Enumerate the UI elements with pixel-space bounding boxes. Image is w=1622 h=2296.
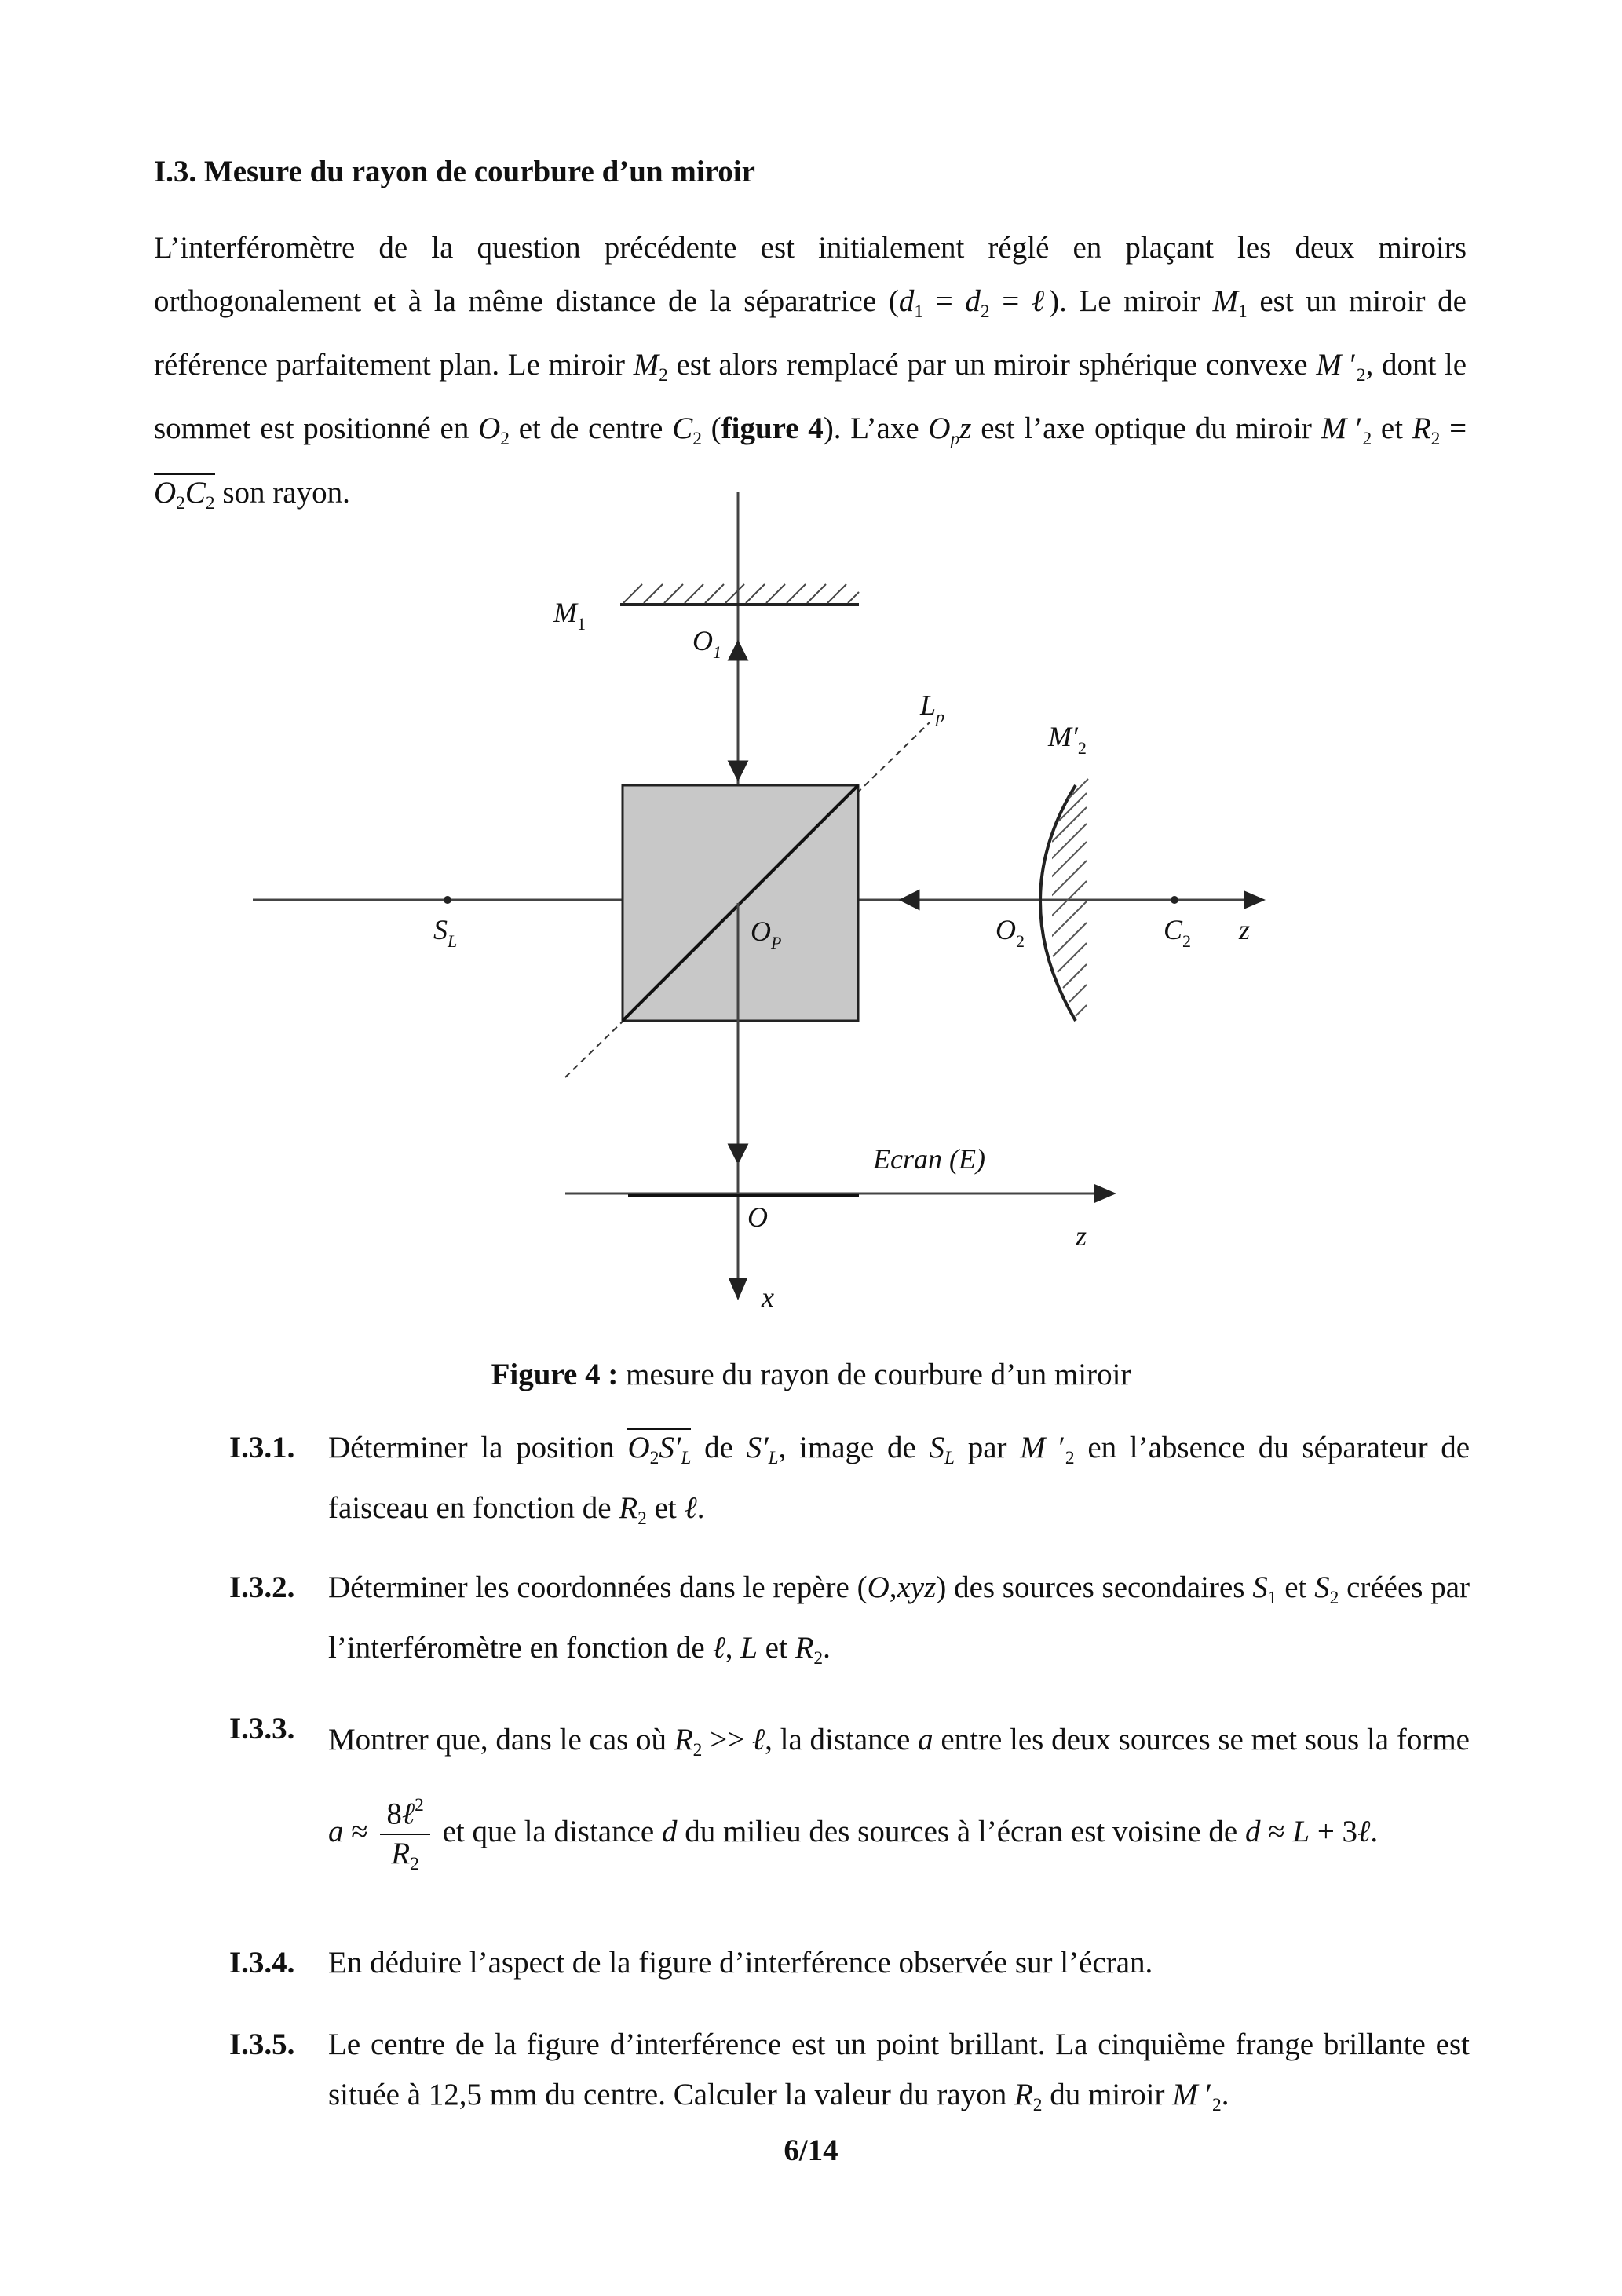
label-lp: $L_p$ [920, 689, 945, 726]
label-c2: $C_2$ [1164, 914, 1192, 951]
figure-4-diagram [0, 487, 1622, 1319]
label-m2-prime: $M'_2$ [1048, 721, 1087, 758]
question-i-3-3: I.3.3. Montrer que, dans le cas où $R_2$ >> ℓ, la distance a entre les deux sources se met sous la forme a ≈ $\frac{8\ell^2}{R_2}$ et que la distance d du milieu des sources à l’écran est voisine de d ≈ L + 3ℓ. [229, 1704, 1470, 1883]
label-z-screen: z [1076, 1220, 1087, 1252]
label-op: $O_P$ [751, 916, 782, 952]
source-sl [444, 896, 451, 904]
figure-caption: Figure 4 : mesure du rayon de courbure d’un miroir [491, 1358, 1131, 1391]
question-i-3-4: I.3.4. En déduire l’aspect de la figure d’interférence observée sur l’écran. [229, 1946, 1153, 1980]
label-ecran: Ecran (E) [873, 1143, 985, 1175]
label-z-axis: z [1239, 914, 1251, 945]
question-i-3-5: I.3.5. Le centre de la figure d’interférence est un point brillant. La cinquième frange brillante est située à 12,5 mm du centre. Calculer la valeur du rayon $R_2$ du miroir M $'_2$. [229, 2027, 1470, 2116]
label-x-axis: x [762, 1281, 774, 1313]
label-o1: $O_1$ [692, 625, 721, 662]
x-axis-arrowhead [729, 1278, 747, 1300]
question-i-3-2: I.3.2. Déterminer les coordonnées dans le repère (O,xyz) des sources secondaires $S_1$ et $S_2$ créées par l’interféromètre en fonction de ℓ, L et $R_2$. [229, 1570, 1470, 1669]
label-o2: $O_2$ [995, 914, 1025, 951]
page-number: 6/14 [784, 2133, 838, 2167]
center-c2 [1171, 896, 1178, 904]
screen-z-arrowhead [1094, 1184, 1116, 1203]
mirror-m1 [620, 584, 859, 605]
label-sl: $S_L$ [433, 914, 458, 951]
section-title: I.3. Mesure du rayon de courbure d’un miroir [154, 155, 755, 188]
z-axis-arrowhead [1244, 890, 1266, 909]
fraction-8l2-over-r2: $\frac{8\ell^2}{R_2}$ [380, 1786, 429, 1883]
intro-paragraph: L’interféromètre de la question précédente est initialement réglé en plaçant les deux miroirs orthogonalement et à la même distance de la séparatrice ($d_1 = d_2$ = ℓ). Le miroir $M_1$ est un miroir de référence parfaitement plan. Le miroir $M_2$ est alors remplacé par un miroir sphérique convexe M $'_2$, dont le sommet est positionné en $O_2$ et de centre $C_2$ (figure 4). L’axe $O_pz$ est l’axe optique du miroir M $'_2$ et $R_2 = O_2C_2$ son rayon. [154, 231, 1467, 514]
label-m1: $M_1$ [553, 597, 586, 634]
label-o: O [747, 1201, 768, 1233]
question-i-3-1: I.3.1. Déterminer la position $O_2S'_L$ de $S'_L$, image de $S_L$ par M $'_2$ en l’absence du séparateur de faisceau en fonction de $R_2$ et ℓ. [229, 1423, 1470, 1544]
